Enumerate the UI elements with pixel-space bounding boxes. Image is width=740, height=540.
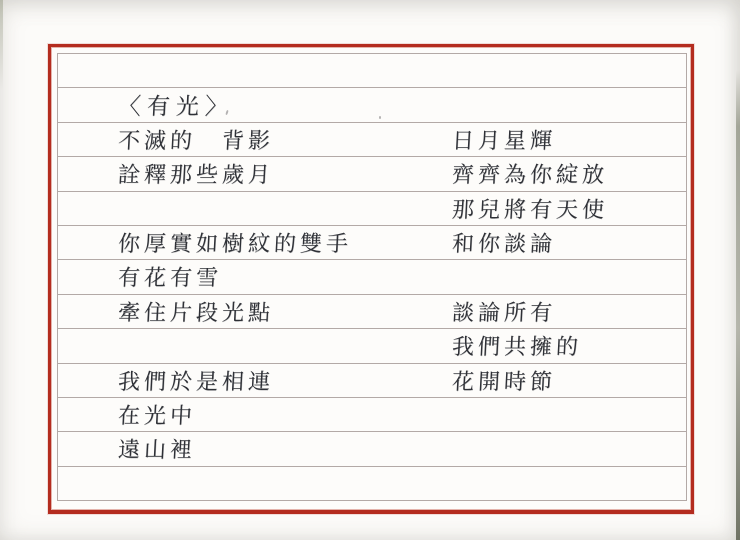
ruled-row (58, 88, 686, 122)
lyric-line-right: 談論所有 (451, 300, 557, 326)
lyric-line-right: 日月星輝 (451, 128, 557, 154)
lyric-line-left (117, 192, 119, 225)
lyric-line-right: 和你談論 (451, 232, 557, 258)
lyric-line-right (451, 467, 453, 500)
lyric-line-left: 遠山裡 (117, 438, 197, 464)
ruled-row (58, 364, 686, 398)
lyric-line-left (117, 467, 119, 500)
lyric-line-left (117, 329, 119, 362)
ruled-row (58, 226, 686, 260)
photo-edge-left (0, 0, 3, 90)
photo-edge-right (736, 70, 740, 540)
ruled-row (58, 54, 686, 88)
ruled-row (58, 432, 686, 466)
lyric-line-left: 你厚實如樹紋的雙手 (117, 232, 353, 258)
ruled-row (58, 123, 686, 157)
ruled-row (58, 467, 686, 500)
ruled-row (58, 295, 686, 329)
lyric-line-right: 花開時節 (451, 369, 557, 395)
lyric-line-right: 那兒將有天使 (451, 197, 609, 223)
lyric-line-left: 有花有雪 (117, 266, 223, 292)
red-border-frame (48, 44, 694, 514)
lyric-line-right (451, 398, 453, 431)
lyric-line-left: 不滅的 背影 (117, 128, 275, 154)
ruled-row (58, 192, 686, 226)
ruled-row (58, 398, 686, 432)
lyric-line-left: 牽住片段光點 (117, 300, 275, 326)
lyric-line-right (451, 88, 453, 121)
lyric-line-left: 我們於是相連 (117, 369, 275, 395)
ruled-row (58, 329, 686, 363)
lyric-line-right (451, 260, 453, 293)
lyric-line-right: 齊齊為你綻放 (451, 163, 609, 189)
lyric-line-left: 詮釋那些歲月 (117, 163, 275, 189)
lyric-line-right: 我們共擁的 (451, 335, 583, 361)
lyric-line-left (117, 54, 119, 87)
ink-speck (379, 116, 381, 119)
ruled-row (58, 260, 686, 294)
poem-title: 〈有光〉 (117, 94, 235, 121)
ruled-row (58, 157, 686, 191)
ruled-area (57, 53, 687, 501)
lyric-line-left: 在光中 (117, 404, 197, 430)
lyric-line-right (451, 54, 453, 87)
lyric-line-right (451, 432, 453, 465)
